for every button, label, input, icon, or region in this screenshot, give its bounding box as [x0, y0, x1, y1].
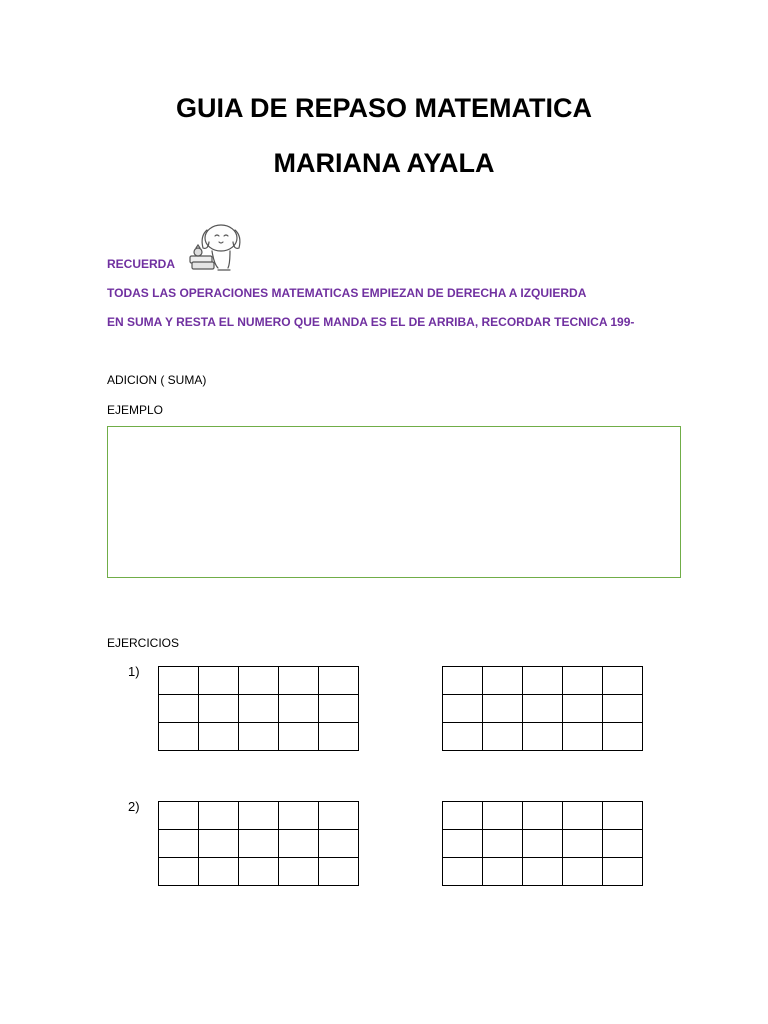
puppy-books-icon	[184, 214, 248, 278]
reminder-heading: RECUERDA	[107, 257, 176, 271]
exercise-2-left-grid[interactable]	[158, 801, 359, 886]
addition-section-label: ADICION ( SUMA)	[107, 373, 207, 387]
exercise-1-left-grid[interactable]	[158, 666, 359, 751]
reminder-line-1: TODAS LAS OPERACIONES MATEMATICAS EMPIEZAN DE DERECHA A IZQUIERDA	[107, 286, 587, 300]
example-box[interactable]	[107, 426, 681, 578]
exercise-number-2: 2)	[128, 799, 140, 814]
author-name: MARIANA AYALA	[273, 148, 495, 178]
exercise-2-right-grid[interactable]	[442, 801, 643, 886]
exercises-heading: EJERCICIOS	[107, 636, 180, 650]
document-title: GUIA DE REPASO MATEMATICA	[176, 93, 592, 123]
exercise-number-1: 1)	[128, 664, 140, 679]
reminder-line-2: EN SUMA Y RESTA EL NUMERO QUE MANDA ES EL DE ARRIBA, RECORDAR TECNICA 199-	[107, 315, 635, 329]
exercise-1-right-grid[interactable]	[442, 666, 643, 751]
example-label: EJEMPLO	[107, 403, 164, 417]
